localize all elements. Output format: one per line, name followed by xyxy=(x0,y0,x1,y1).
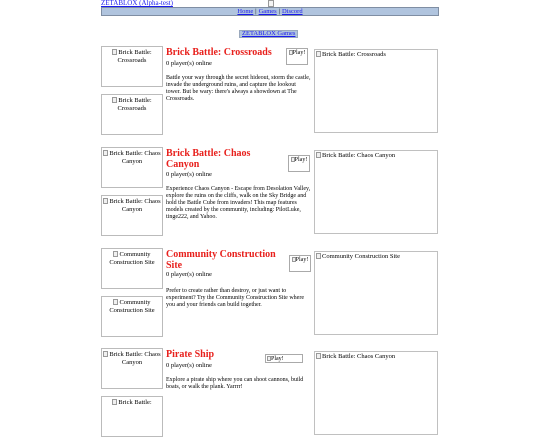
play-button[interactable] xyxy=(286,48,308,65)
nav-home-link[interactable]: Home xyxy=(237,8,254,15)
game-row xyxy=(101,248,439,348)
broken-image-icon xyxy=(112,399,117,405)
game-thumbnail[interactable] xyxy=(101,396,163,437)
broken-image-icon xyxy=(113,251,118,257)
broken-image-icon xyxy=(113,299,118,305)
game-thumbnail[interactable] xyxy=(101,94,163,135)
player-count: 0 player(s) online xyxy=(166,171,212,178)
broken-image-icon xyxy=(103,198,108,204)
game-thumbnail[interactable] xyxy=(101,147,163,188)
game-thumbnail[interactable] xyxy=(101,248,163,289)
play-button[interactable] xyxy=(289,255,311,272)
game-row xyxy=(101,147,439,247)
play-button-alt-text: Play! xyxy=(271,356,284,362)
thumbnail-alt-text: Community Construction Site xyxy=(109,299,155,314)
game-title-link[interactable]: Brick Battle: Crossroads xyxy=(166,47,272,58)
preview-alt-text: Brick Battle: Chaos Canyon xyxy=(322,152,396,159)
thumbnail-alt-text: Brick Battle: Crossroads xyxy=(117,97,152,112)
broken-image-icon xyxy=(316,253,321,259)
game-description: Battle your way through the secret hideout, storm the castle, invade the underground ruins, and capture the lookout tower. But be wary: there's always a showdown at The Crossroads. xyxy=(166,75,311,102)
game-title-link[interactable]: Community Construction Site xyxy=(166,249,276,271)
preview-alt-text: Community Construction Site xyxy=(322,253,401,260)
broken-image-icon xyxy=(316,51,321,57)
player-count: 0 player(s) online xyxy=(166,60,212,67)
broken-image-icon xyxy=(316,353,321,359)
game-preview-image xyxy=(314,150,438,234)
section-title-games[interactable]: ZETABLOX Games xyxy=(239,30,298,38)
thumbnail-alt-text: Brick Battle: Chaos Canyon xyxy=(109,351,161,366)
game-thumbnail[interactable] xyxy=(101,195,163,236)
broken-image-icon xyxy=(103,351,108,357)
game-row xyxy=(101,46,439,146)
player-count: 0 player(s) online xyxy=(166,362,212,369)
nav-separator: | xyxy=(278,8,280,15)
game-title-link[interactable]: Pirate Ship xyxy=(166,349,215,360)
game-description: Prefer to create rather than destroy, or just want to experiment? Try the Community Construction Site where you and your friends can build together. xyxy=(166,288,304,308)
site-logo-broken-image-icon xyxy=(268,0,274,7)
game-row xyxy=(101,348,439,448)
play-button[interactable] xyxy=(265,354,303,363)
site-title-link[interactable]: ZETABLOX (Alpha-test) xyxy=(101,0,173,7)
game-thumbnail[interactable] xyxy=(101,348,163,389)
game-thumbnail[interactable] xyxy=(101,46,163,87)
play-button[interactable] xyxy=(288,155,310,172)
game-preview-image xyxy=(314,49,438,133)
player-count: 0 player(s) online xyxy=(166,271,212,278)
preview-alt-text: Brick Battle: Crossroads xyxy=(322,51,386,58)
thumbnail-alt-text: Brick Battle: Chaos Canyon xyxy=(109,198,161,213)
nav-bar xyxy=(101,7,439,16)
preview-alt-text: Brick Battle: Chaos Canyon xyxy=(322,353,396,360)
broken-image-icon xyxy=(316,152,321,158)
thumbnail-alt-text: Community Construction Site xyxy=(109,251,155,266)
thumbnail-alt-text: Brick Battle: Chaos Canyon xyxy=(109,150,161,165)
thumbnail-alt-text: Brick Battle: Crossroads xyxy=(117,49,152,64)
game-preview-image xyxy=(314,351,438,435)
game-preview-image xyxy=(314,251,438,335)
broken-image-icon xyxy=(112,97,117,103)
nav-separator: | xyxy=(255,8,257,15)
broken-image-icon xyxy=(112,49,117,55)
game-description: Explore a pirate ship where you can shoot cannons, build boats, or walk the plank. Yarrrr! xyxy=(166,377,304,390)
play-button-alt-text: Play! xyxy=(295,257,309,263)
play-button-alt-text: Play! xyxy=(292,50,306,56)
nav-games-link[interactable]: Games xyxy=(258,8,277,15)
nav-discord-link[interactable]: Discord xyxy=(281,8,303,15)
game-description: Experience Chaos Canyon - Escape from Desolation Valley, explore the ruins on the cliffs, walk on the Sky Bridge and hold the Battle Cube from invaders! This map features models created by the community, including: PilotLuke, tinge222, and Yahoo. xyxy=(166,186,311,220)
play-button-alt-text: Play! xyxy=(294,157,308,163)
thumbnail-alt-text: Brick Battle: xyxy=(118,399,152,406)
broken-image-icon xyxy=(103,150,108,156)
game-thumbnail[interactable] xyxy=(101,296,163,337)
game-title-link[interactable]: Brick Battle: Chaos Canyon xyxy=(166,148,251,170)
